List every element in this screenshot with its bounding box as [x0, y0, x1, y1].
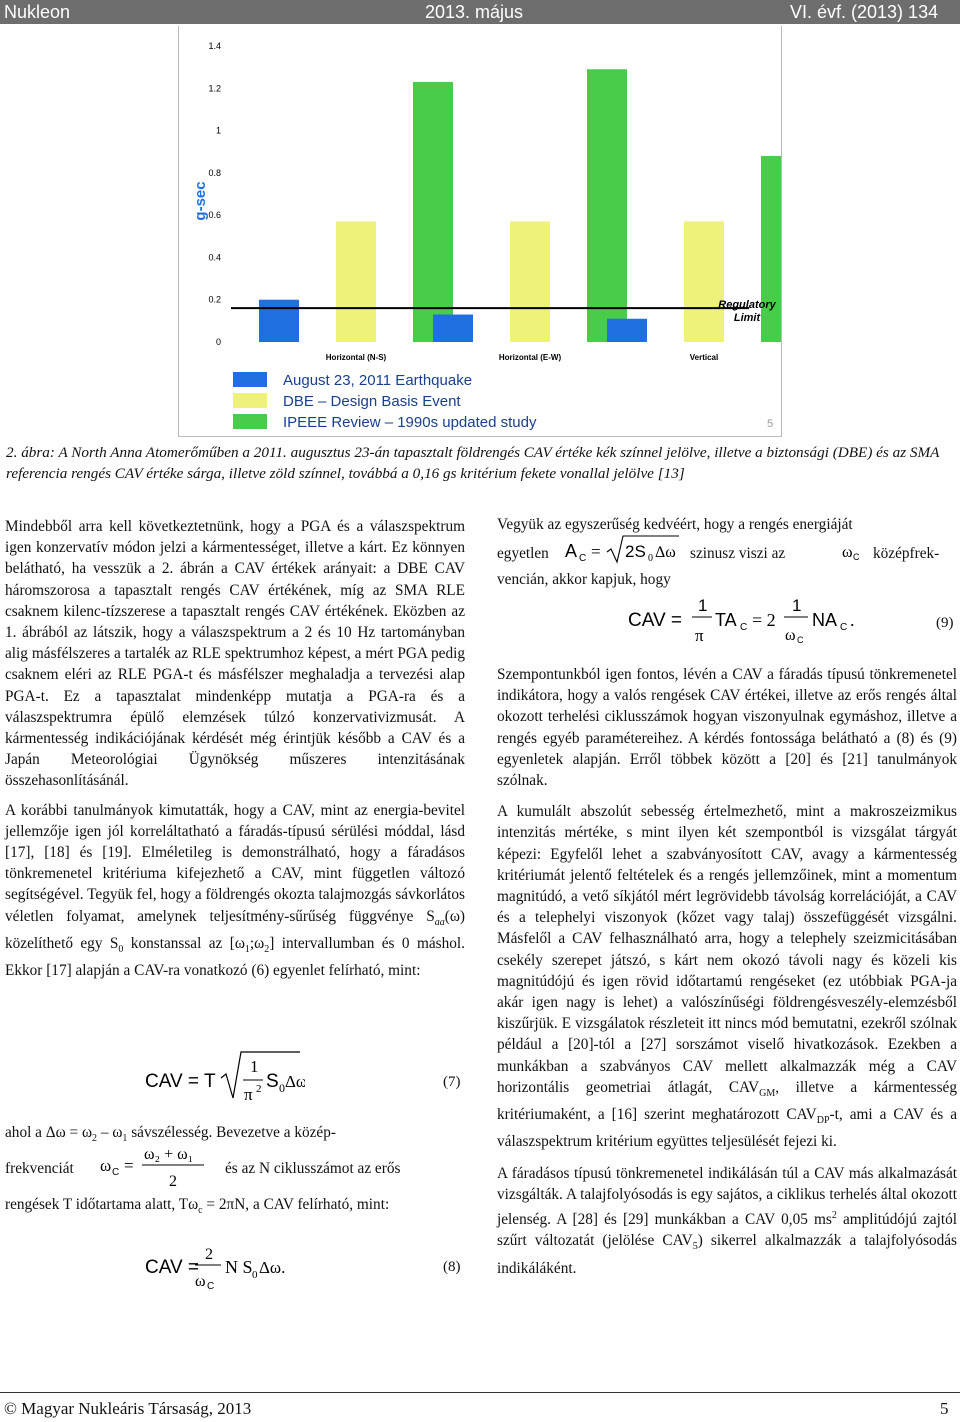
bar-1-1 — [259, 300, 299, 342]
legend-swatch — [233, 372, 267, 387]
right-kozepfrek: középfrek- — [873, 545, 940, 562]
svg-text:CAV =: CAV = — [145, 1257, 200, 1278]
figure-caption: 2. ábra: A North Anna Atomerőműben a 2011. augusztus 23-án tapasztalt földrengés CAV értéke kék színnel jelölve, illetve a biztonsági (DBE) és az SMA referencia rengés CAV értéke sárga, illetve zöld színnel, továbbá a 0,16 gs kritérium fekete vonallal jelölve [13] — [6, 444, 940, 482]
equation-9-number: (9) — [936, 615, 954, 631]
svg-text:.: . — [850, 610, 855, 630]
legend-swatch — [233, 414, 267, 429]
svg-text:S: S — [266, 1071, 279, 1092]
equation-8-number: (8) — [443, 1259, 461, 1275]
issue-date: 2013. május — [425, 2, 524, 22]
page-footer — [0, 1392, 960, 1418]
paragraph: A fáradásos típusú tönkremenetel indikálásán túl a CAV más alkalmazását vizsgálták. A talajfolyósodás is egy sajátos, a ciklikus terhelés által okozott jelenség. A [28] és [29] munkákban a CAV 0,05 $ms^2$ amplitúdójú zajtól szűrt változatát (jelölése $CAV_5$) sikerrel alkalmazzák a talajfolyósodás indikáláként. — [497, 1164, 957, 1277]
svg-text:2: 2 — [169, 1173, 177, 1190]
bar-3-2 — [684, 221, 724, 342]
y-tick-label: 1.4 — [208, 41, 221, 51]
svg-text:π: π — [244, 1085, 253, 1104]
legend-label: IPEEE Review – 1990s updated study — [283, 414, 537, 431]
right-intro: Vegyük az egyszerűség kedvéért, hogy a rengés energiáját — [497, 516, 853, 533]
ac-formula — [563, 530, 683, 570]
left-column — [5, 516, 465, 981]
svg-text:1: 1 — [250, 1057, 259, 1076]
svg-text:TA: TA — [715, 610, 737, 630]
right-egyetlen: egyetlen — [497, 545, 549, 562]
x-category-label: Horizontal (N-S) — [325, 353, 387, 362]
svg-text:ω: ω — [195, 1273, 206, 1290]
equation-7 — [145, 1050, 305, 1110]
svg-text:Δω: Δω — [285, 1072, 305, 1091]
copyright: © Magyar Nukleáris Társaság, 2013 — [4, 1399, 252, 1418]
svg-text:C: C — [112, 1167, 120, 1178]
page-header — [0, 0, 960, 24]
cav-bar-chart — [178, 26, 782, 437]
svg-text:C: C — [853, 552, 860, 562]
omega-c-symbol — [840, 540, 870, 565]
y-tick-label: 0.6 — [208, 210, 221, 221]
delta-omega-line: ahol a $\Delta\omega = \omega_2 - \omega_1$ sávszélesség. Bevezetve a közép- — [5, 1124, 336, 1145]
equation-8 — [145, 1245, 325, 1295]
right-sinus: szinusz viszi az — [690, 545, 786, 562]
omega-c-formula — [100, 1142, 220, 1192]
legend-label: August 23, 2011 Earthquake — [283, 372, 473, 389]
svg-text:=: = — [591, 542, 601, 561]
svg-text:2: 2 — [256, 1083, 262, 1095]
svg-text:CAV =: CAV = — [628, 610, 683, 631]
svg-text:N S: N S — [225, 1257, 253, 1277]
svg-text:NA: NA — [812, 610, 838, 630]
regulatory-label-line1: Regulatory — [718, 299, 776, 311]
frek-tail: és az N ciklusszámot az erős — [225, 1160, 401, 1177]
volume-info: VI. évf. (2013) 134 — [790, 2, 939, 22]
svg-text:= 2: = 2 — [752, 610, 776, 630]
right-column-body — [497, 664, 957, 1279]
legend-label: DBE – Design Basis Event — [283, 393, 461, 410]
paragraph: Mindebből arra kell következtetnünk, hogy a PGA és a válaszspektrum igen konzervatív módon jelzi a kármentességet, illetve a kárt. Ez könnyen belátható, ha vesszük a 2. ábrán a CAV értékek arányait: a DBE CAV háromszorosa a tapasztalt rengés CAV értékének, míg az SMA RLE csaknem kilenc-tízszerese a tapasztalt rengés CAV értékének. Eközben az 1. ábrából az látszik, hogy a válaszspektrum a 2 és 10 Hz tartományban alig másfélszeres a tartalék az RLE spektrumhoz képest, a mért PGA pedig csaknem eléri az RLE PGA-t és másfélszer meghaladja a tervezési alap PGA-t. Ez a tapasztalat mindenképp mutatja a PGA-ra és a válaszspektrumra épülő elemzések túlzó konzervativizmusát. A kármentesség indikációjának kérdését még érintjük később a CAV és a Japán Meteorológiai Ügynökség műszeres intenzitásának összehasonlításánál. — [5, 518, 465, 790]
svg-text:ω: ω — [100, 1156, 112, 1175]
y-tick-label: 0.2 — [208, 294, 221, 305]
svg-text:Δω: Δω — [655, 544, 676, 561]
y-tick-label: 1.2 — [208, 83, 221, 94]
bar-1-3 — [413, 82, 453, 342]
svg-text:Δω.: Δω. — [259, 1258, 286, 1277]
y-tick-label: 0 — [215, 337, 221, 347]
bar-2-3 — [587, 69, 627, 342]
svg-text:=: = — [124, 1156, 134, 1175]
y-tick-label: 0.4 — [208, 252, 221, 263]
svg-text:A: A — [565, 541, 578, 561]
paragraph: Szempontunkból igen fontos, lévén a CAV a fáradás típusú tönkremenetel indikátora, hogy a valós rengések CAV értékei, illetve az erős rengés által okozott terhelési ciklusszámok hogyan viszonyulnak egymáshoz, illetve a rengés egyéb paramétereihez. A kérdés fontossága belátható a (8) és (9) egyenletek alapján. Erről többek között a [20] és [21] tanulmányok szólnak. — [497, 666, 957, 790]
chart-svg — [179, 26, 781, 436]
y-tick-label: 0.8 — [208, 167, 221, 178]
svg-text:2: 2 — [205, 1246, 213, 1263]
svg-text:C: C — [207, 1281, 215, 1292]
svg-text:C: C — [579, 553, 587, 564]
svg-text:C: C — [840, 622, 848, 633]
svg-text:0: 0 — [279, 1081, 285, 1095]
svg-text:1: 1 — [792, 596, 802, 615]
journal-name: Nukleon — [4, 2, 71, 22]
y-axis-label: g-sec — [192, 181, 209, 221]
svg-text:C: C — [740, 622, 748, 633]
page-number: 5 — [940, 1399, 949, 1418]
svg-text:CAV = T: CAV = T — [145, 1071, 216, 1092]
equation-9 — [628, 594, 878, 650]
bar-2-1 — [433, 315, 473, 342]
svg-text:ω: ω — [842, 544, 853, 561]
renges-line: rengések T időtartama alatt, $T\omega_c = 2\pi N$, a CAV felírható, mint: — [5, 1196, 390, 1217]
frek-label: frekvenciát — [5, 1160, 74, 1177]
svg-text:ω: ω — [785, 627, 796, 644]
svg-text:0: 0 — [648, 553, 653, 564]
svg-text:π: π — [695, 626, 704, 645]
y-tick-label: 1 — [215, 125, 221, 136]
svg-text:0: 0 — [252, 1269, 258, 1281]
paragraph: A kumulált abszolút sebesség értelmezhető, mint a makroszeizmikus intenzitás mértéke, s mint ilyen két szempontból is vizsgálat tárgyát képezi: Egyfelől lehet a szabványosított CAV, avagy a kármentesség kritériumát jelentő feltételek és a rengés jellemzőinek, mint a momentum magnitúdó, a vető síkjától mért legrövidebb távolság korrelációját, a CAV és a telephelyi viszonyok (kőzet vagy talaj) összefüggését vizsgálni. Másfelől a CAV felhasználható arra, hogy a telephely szeizmicitásában csekély szerepet játszó, s kárt nem okozó távoli nagy és közeli kis magnitúdójú és igen rövid időtartamú rengéseket (ez utóbbiak PGA-ja akár igen nagy is lehet) a valószínűségi földrengésveszély-elemzésből kiszűrjük. E vizsgálatok részleteit itt nincs mód bemutatni, ezekről szólnak például a [20]-tól a [27] sorszámot viselő hivatkozások. Ezekben a munkákban a szabványos CAV mellett alkalmazzák még a CAV horizontális geometriai átlagát, $CAV_{GM}$, illetve a kármentesség kritériumaként, a [16] szerint meghatározott $CAV_{DP}-t$, ami a CAV és a válaszspektrum kritérium együttes teljesülését fejezi ki. — [497, 803, 957, 1151]
bar-1-2 — [336, 221, 376, 342]
svg-text:1: 1 — [698, 596, 708, 615]
x-category-label: Vertical — [689, 353, 719, 362]
legend-swatch — [233, 393, 267, 408]
figure-corner-number: 5 — [767, 418, 774, 430]
bar-3-1 — [607, 319, 647, 342]
paragraph: A korábbi tanulmányok kimutatták, hogy a CAV, mint az energia-bevitel jellemzője igen jól korreláltatható a fáradás-típusú sérülési móddal, lásd [17], [18] és [19]. Elméletileg is demonstrálható, hogy a fáradásos tönkremenetel kritériuma kifejezhető a CAV, mint független változó segítségével. Tegyük fel, hogy a földrengés okozta talajmozgás sávkorlátos véletlen folyamat, amelynek teljesítmény-sűrűség függvénye $S_{aa}(\omega)$ közelíthető egy $S_0$ konstanssal az $[\omega_1;\omega_2]$ intervallumban és 0 máshol. Ekkor [17] alapján a CAV-ra vonatkozó (6) egyenlet felírható, mint: — [5, 801, 465, 980]
equation-7-number: (7) — [443, 1074, 461, 1090]
svg-text:C: C — [797, 635, 804, 645]
svg-text:2S: 2S — [625, 542, 646, 561]
svg-text:ω₂ + ω₁: ω₂ + ω₁ — [144, 1146, 194, 1163]
x-category-label: Horizontal (E-W) — [498, 353, 562, 362]
right-vencian: vencián, akkor kapjuk, hogy — [497, 571, 671, 588]
bar-3-3 — [761, 156, 781, 342]
regulatory-label-line2: Limit — [733, 312, 761, 324]
bar-2-2 — [510, 221, 550, 342]
